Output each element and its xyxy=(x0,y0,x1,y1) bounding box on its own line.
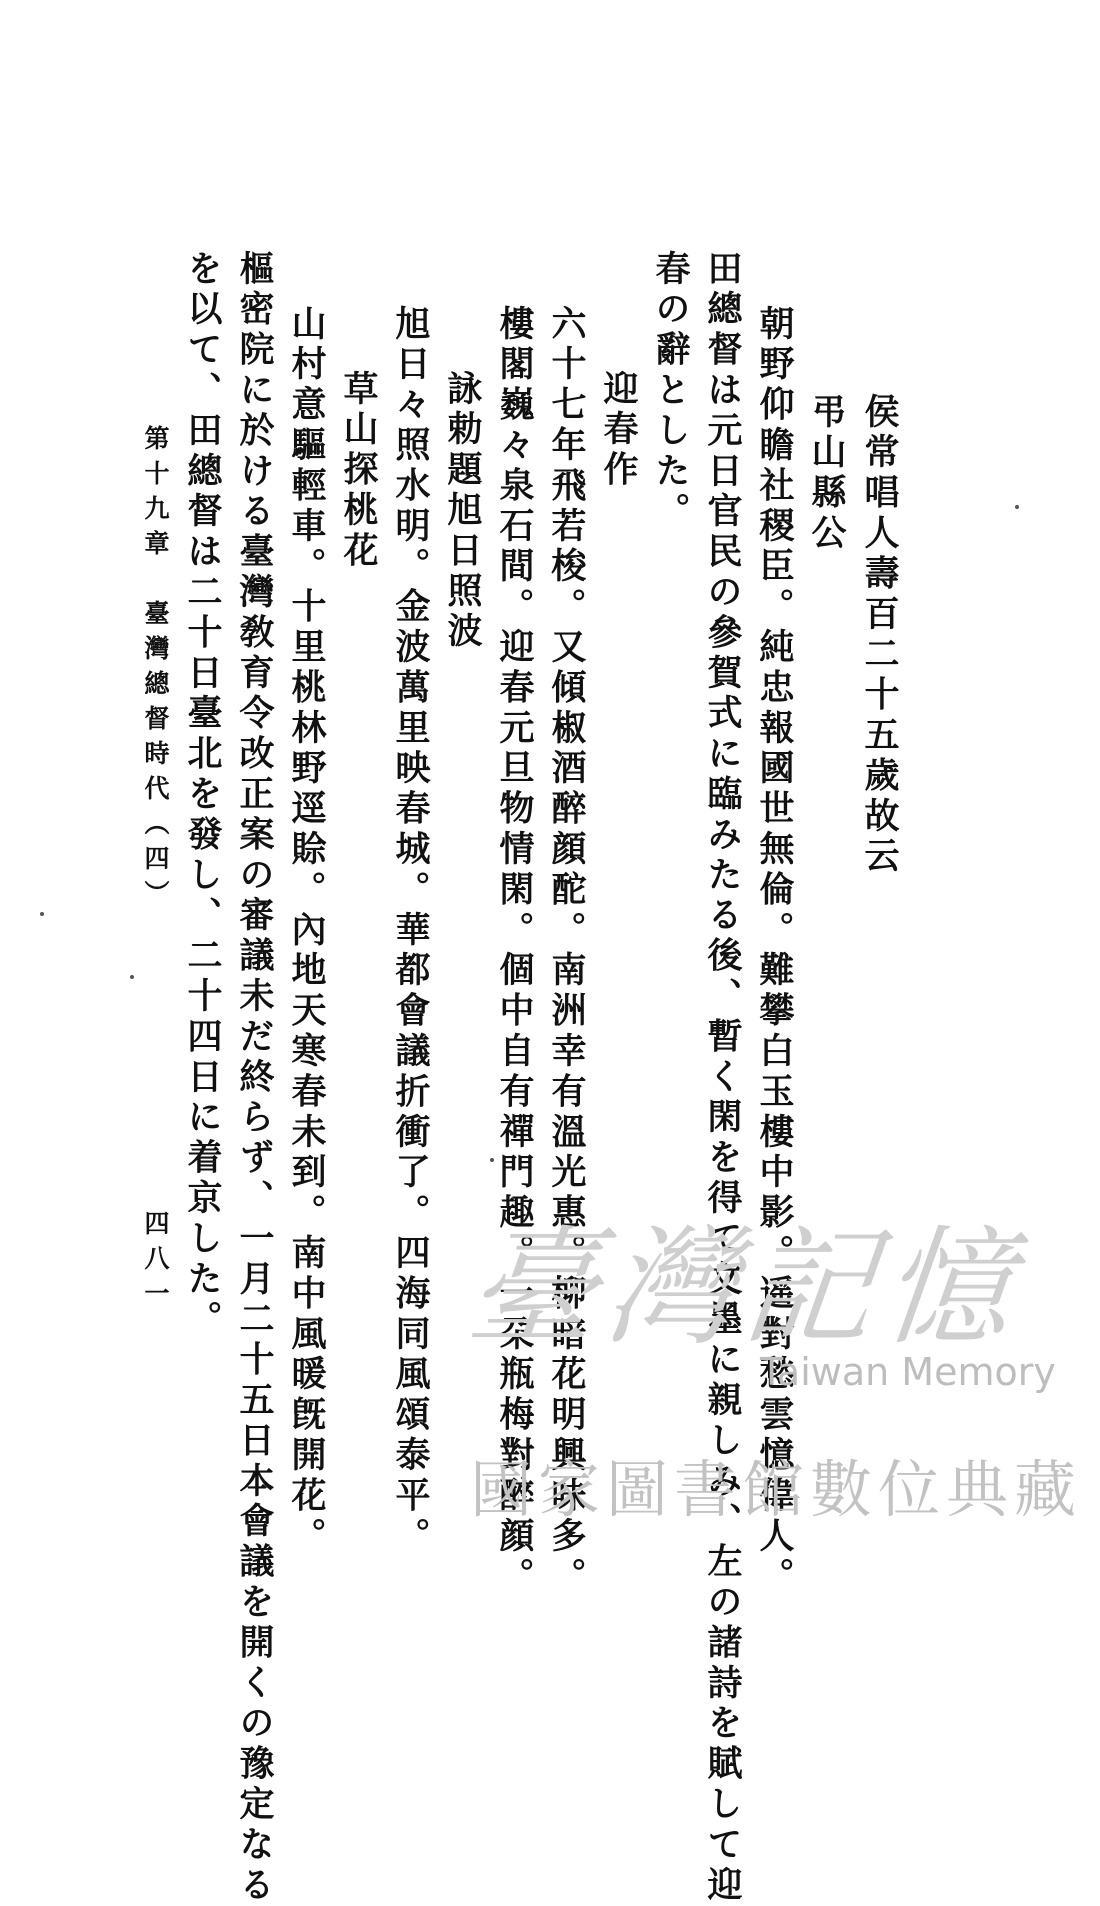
poem-note-line: 侯常唱人壽百二十五歲故云 xyxy=(859,393,900,878)
poem-line-spring-1: 六十七年飛若梭。又傾椒酒醉顔酡。南洲幸有溫光惠。柳暗花明興味多。 xyxy=(546,305,587,1598)
chapter-footer: 第十九章 臺灣總督時代（四） xyxy=(141,425,170,915)
poem-title-rising-sun: 詠勅題旭日照波 xyxy=(442,370,483,653)
poem-line-spring-2: 樓閣巍々泉石間。迎春元旦物情閑。個中自有禪門趣。一朶瓶梅對醉顔。 xyxy=(494,305,535,1598)
watermark-english: Taiwan Memory xyxy=(760,1350,1056,1394)
scan-speck xyxy=(1015,505,1019,509)
watermark-chinese: 國家圖書館數位典藏 xyxy=(470,1453,1083,1526)
watermark-calligraphy: 臺灣記憶 xyxy=(460,1214,1029,1363)
scan-speck xyxy=(490,1158,494,1162)
scan-speck xyxy=(130,975,134,979)
page-number: 四八一 xyxy=(141,1210,170,1315)
poem-title-peach: 草山探桃花 xyxy=(338,370,379,572)
poem-title-spring: 迎春作 xyxy=(598,370,639,492)
scan-speck xyxy=(40,912,44,916)
poem-line-rising-sun: 旭日々照水明。金波萬里映春城。華都會議折衝了。四海同風頌泰平。 xyxy=(390,305,431,1558)
poem-line-peach: 山村意驅輕車。十里桃林野逕賒。內地天寒春未到。南中風暖旣開花。 xyxy=(286,305,327,1558)
prose-line-2: 春の辭とした。 xyxy=(650,250,691,533)
prose-line-1: 田總督は元日官民の參賀式に臨みたる後、暫く閑を得て文墨に親しみ、左の諸詩を賦して迎 xyxy=(702,250,743,1906)
prose-line-3: 樞密院に於ける臺灣敎育令改正案の審議未だ終らず、一月二十五日本會議を開くの豫定なる xyxy=(234,250,275,1906)
poem-line-condolence: 朝野仰瞻社稷臣。純忠報國世無倫。難攀白玉樓中影。遥對愁雲憶偉人。 xyxy=(754,305,795,1598)
poem-title-condolence: 弔山縣公 xyxy=(806,393,847,555)
prose-line-4: を以て、田總督は二十日臺北を發し、二十四日に着京した。 xyxy=(182,250,223,1341)
